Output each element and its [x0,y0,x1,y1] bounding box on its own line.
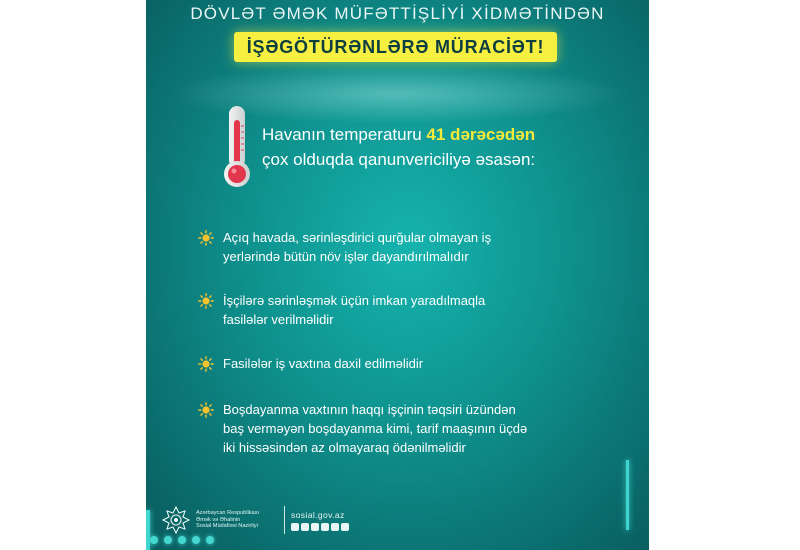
intro-line-1 [262,122,535,147]
list-item-line: yerlərində bütün növ işlər dayandırılmalıdır [223,249,469,264]
telegram-icon[interactable] [311,523,319,531]
intro-text [262,122,535,172]
list-item-line: Açıq havada, sərinləşdirici qurğular olmayan iş [223,230,492,245]
facebook-icon[interactable] [291,523,299,531]
intro-prefix: Havanın temperaturu [262,125,427,144]
list-item-text [223,400,623,457]
list-item-text [223,354,623,373]
decorative-line-left [146,510,150,550]
list-item-text [223,291,623,329]
sun-icon [198,293,214,309]
header-badge: İŞƏGÖTÜRƏNLƏRƏ MÜRACİƏT! [234,32,557,62]
ministry-name-line: Sosial Müdafiəsi Nazirliyi [196,523,258,530]
sun-icon [198,402,214,418]
footer-divider [284,506,285,534]
website-link[interactable]: sosial.gov.az [291,509,345,520]
twitter-icon[interactable] [321,523,329,531]
ministry-emblem-icon [162,506,190,534]
list-item-line: iki hissəsindən az olmayaraq ödənilməlidir [223,440,466,455]
instagram-icon[interactable] [301,523,309,531]
sun-icon [198,356,214,372]
thermometer-icon [219,104,255,190]
social-icons [291,523,349,531]
youtube-icon[interactable] [331,523,339,531]
list-item-line: baş verməyən boşdayanma kimi, tarif maaşının üçdə [223,421,528,436]
linkedin-icon[interactable] [341,523,349,531]
footer [162,503,349,537]
intro-highlight: 41 dərəcədən [426,125,536,144]
intro-line-2: çox olduqda qanunvericiliyə əsasən: [262,150,536,169]
list-item-line: İşçilərə sərinləşmək üçün imkan yaradılmaqla [223,293,486,308]
list-item-text [223,228,623,266]
list-item-line: Boşdayanma vaxtının haqqı işçinin təqsiri üzündən [223,402,516,417]
ministry-name [196,510,278,529]
sun-icon [198,230,214,246]
ministry-name-line: Əmək və Əhalinin [196,516,241,523]
footer-contact [291,510,349,531]
decorative-dots [150,536,340,544]
list-item-line: Fasilələr iş vaxtına daxil edilməlidir [223,356,424,371]
poster [146,0,649,550]
ministry-name-line: Azərbaycan Respublikası [196,510,260,517]
decorative-line-right [626,460,629,530]
header-title: DÖVLƏT ƏMƏK MÜFƏTTİŞLİYİ XİDMƏTİNDƏN [190,4,605,23]
list-item-line: fasilələr verilməlidir [223,312,334,327]
